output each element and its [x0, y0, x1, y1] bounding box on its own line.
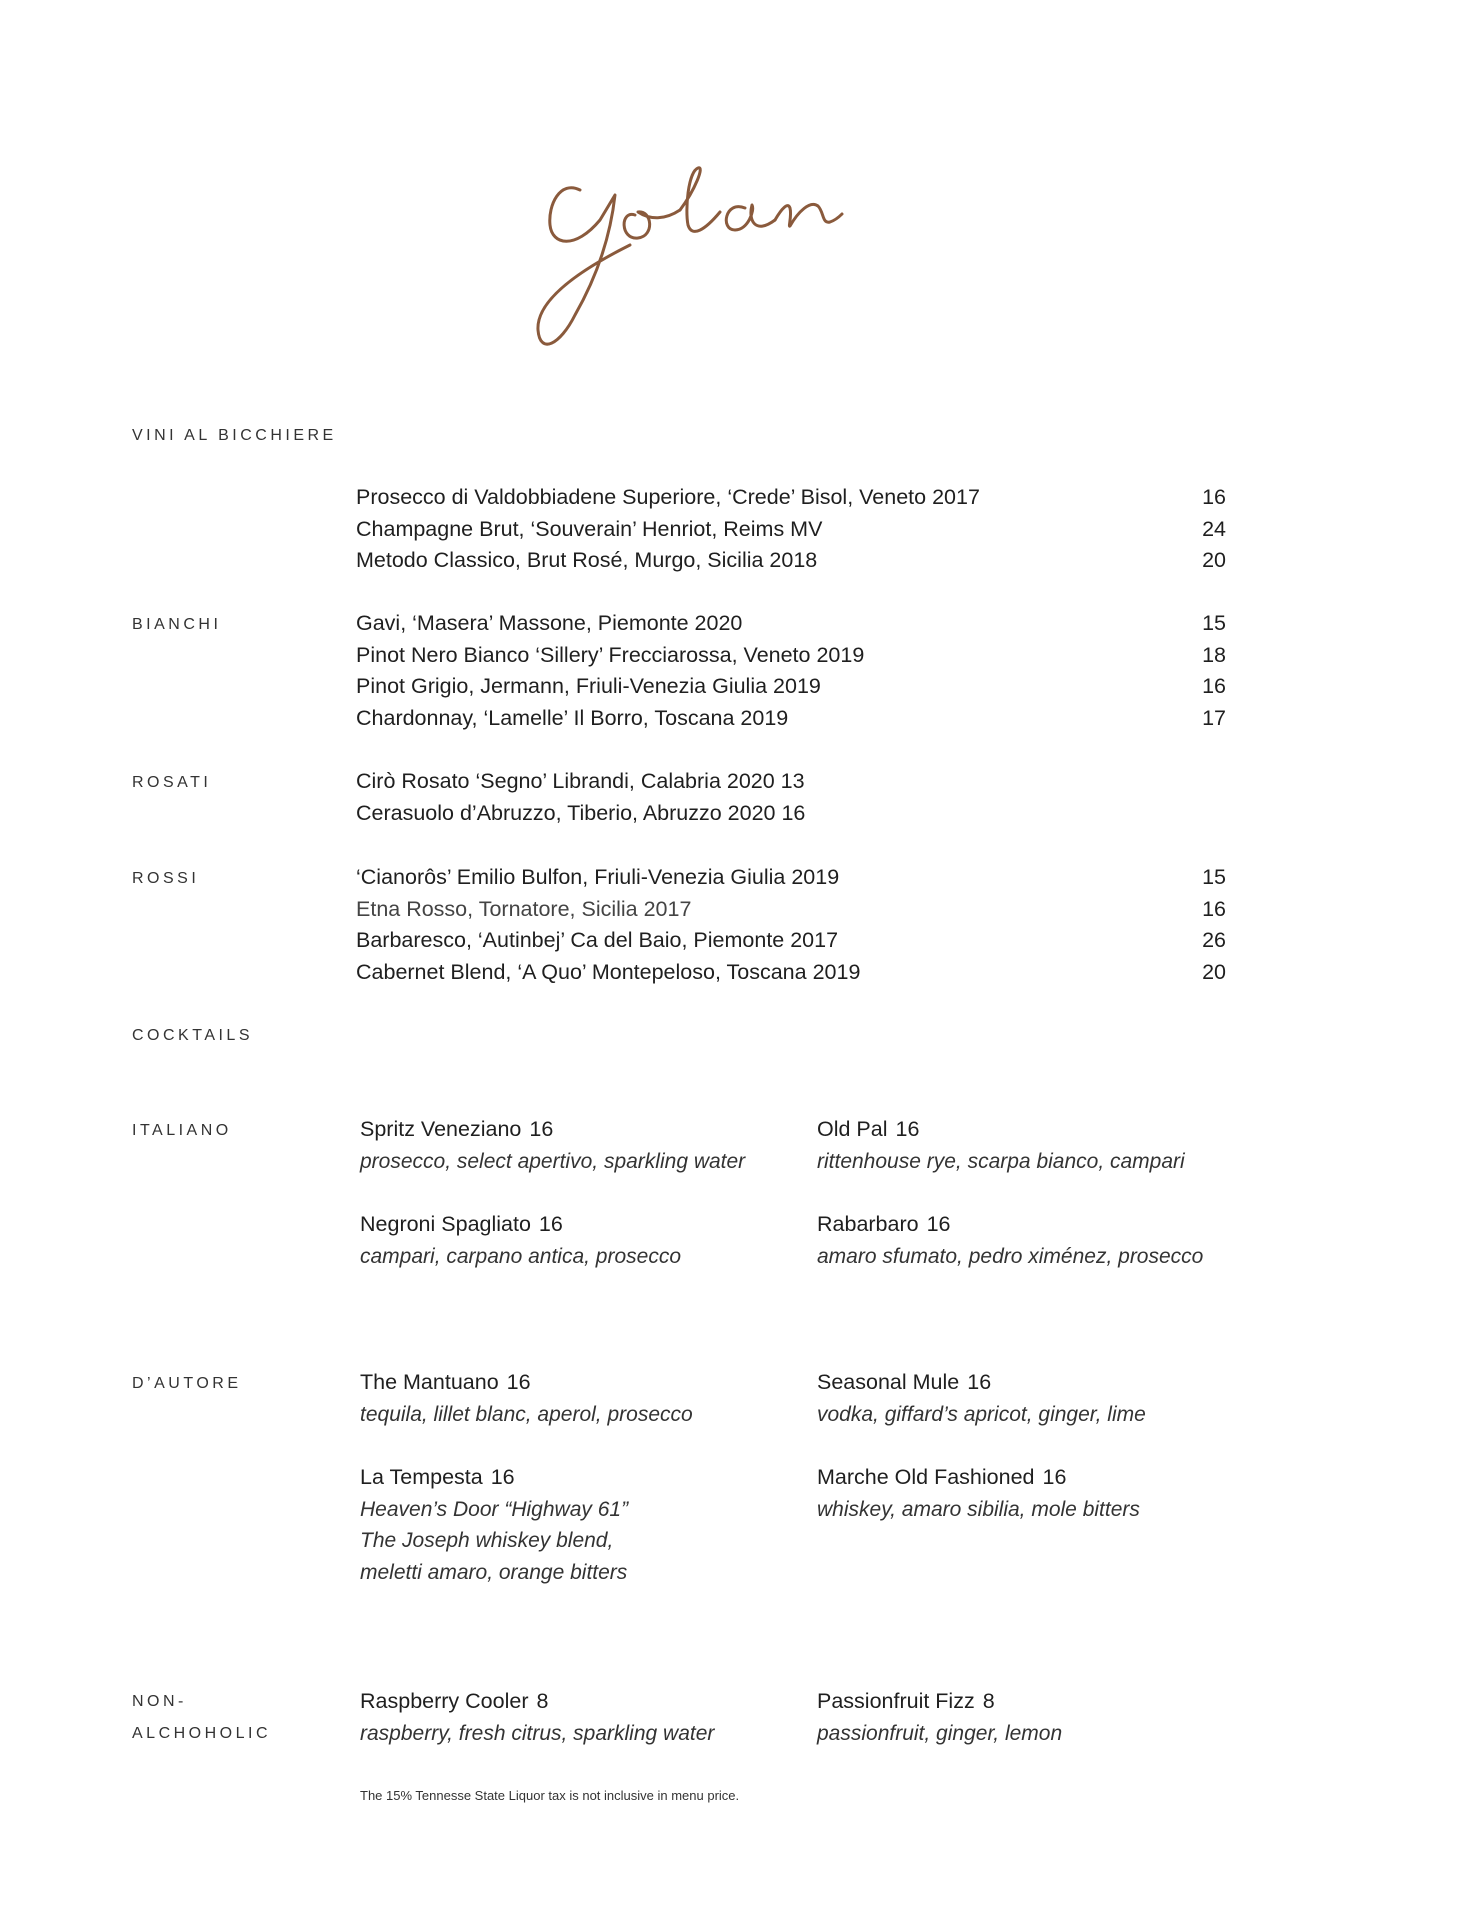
wine-price: 20: [1202, 548, 1226, 572]
wine-name: Prosecco di Valdobbiadene Superiore, ‘Crede’ Bisol, Veneto 2017: [356, 485, 980, 509]
wine-item: [356, 862, 1226, 894]
cocktail-description: prosecco, select apertivo, sparkling water: [360, 1149, 746, 1173]
wine-name: Chardonnay, ‘Lamelle’ Il Borro, Toscana 2019: [356, 705, 789, 730]
wine-item: [356, 766, 1226, 798]
cocktail-description: vodka, giffard’s apricot, ginger, lime: [817, 1402, 1146, 1426]
wine-name: Pinot Nero Bianco ‘Sillery’ Frecciarossa, Veneto 2019: [356, 642, 865, 667]
cocktail-price: 16: [490, 1465, 515, 1489]
section-label-bianchi: BIANCHI: [132, 616, 222, 633]
cocktail-description: passionfruit, ginger, lemon: [817, 1721, 1063, 1745]
cocktail-price: 16: [967, 1370, 992, 1394]
wine-name: Etna Rosso, Tornatore, Sicilia 2017: [356, 896, 692, 921]
wine-name: Gavi, ‘Masera’ Massone, Piemonte 2020: [356, 611, 743, 635]
wine-price: 17: [1202, 705, 1226, 730]
cocktail-description: rittenhouse rye, scarpa bianco, campari: [817, 1149, 1185, 1173]
wine-item: [356, 608, 1226, 640]
wine-item: [356, 957, 1226, 989]
wine-price: 16: [1202, 896, 1226, 921]
wine-item: [356, 703, 1226, 735]
wine-item: [356, 671, 1226, 703]
wine-price: 20: [1202, 959, 1226, 984]
rosati-wine-list: [356, 766, 1226, 829]
section-label-line: ALCHOHOLIC: [132, 1725, 272, 1742]
cocktail-description: Heaven’s Door “Highway 61”: [360, 1497, 629, 1521]
cocktail-price: 16: [538, 1212, 563, 1236]
cocktail-item: [817, 1686, 1237, 1749]
cocktail-title: [360, 1209, 780, 1241]
cocktail-name: Seasonal Mule: [817, 1370, 960, 1394]
cocktail-name: Passionfruit Fizz: [817, 1689, 975, 1713]
cocktail-price: 16: [1042, 1465, 1067, 1489]
wine-item: [356, 640, 1226, 672]
wine-price: 15: [1202, 865, 1226, 889]
cocktail-title: [360, 1686, 780, 1718]
cocktail-name: Negroni Spagliato: [360, 1212, 531, 1236]
brand-logo: [520, 150, 960, 360]
cocktail-price: 8: [536, 1689, 549, 1713]
cocktail-description: tequila, lillet blanc, aperol, prosecco: [360, 1402, 693, 1426]
cocktail-name: Rabarbaro: [817, 1212, 919, 1236]
cocktail-item: [360, 1367, 780, 1430]
cocktail-item: [817, 1209, 1237, 1272]
cocktail-price: 16: [895, 1117, 920, 1141]
wine-name: ‘Cianorôs’ Emilio Bulfon, Friuli-Venezia Giulia 2019: [356, 865, 840, 889]
wine-item: [356, 798, 1226, 830]
wine-price: 18: [1202, 642, 1226, 667]
cocktail-title: [817, 1367, 1237, 1399]
section-label-non-alcoholic: [132, 1686, 271, 1750]
bianchi-wine-list: [356, 608, 1226, 734]
wine-name: Cerasuolo d’Abruzzo, Tiberio, Abruzzo 2020 16: [356, 800, 806, 825]
wine-item: [356, 482, 1226, 514]
section-label-wines: VINI AL BICCHIERE: [132, 427, 337, 444]
cocktail-name: The Mantuano: [360, 1370, 499, 1394]
cocktail-item: [817, 1114, 1237, 1177]
wine-price: 16: [1202, 674, 1226, 698]
cocktail-item: [360, 1209, 780, 1272]
wine-item: [356, 514, 1226, 546]
cocktail-item: [360, 1462, 780, 1588]
cocktail-description: meletti amaro, orange bitters: [360, 1560, 628, 1584]
cocktail-price: 16: [506, 1370, 531, 1394]
cocktail-item: [817, 1367, 1237, 1430]
cocktail-name: Old Pal: [817, 1117, 888, 1141]
cocktail-price: 8: [982, 1689, 995, 1713]
cocktail-item: [817, 1462, 1237, 1525]
cocktail-item: [360, 1686, 780, 1749]
cocktail-title: [360, 1367, 780, 1399]
wine-item: [356, 925, 1226, 957]
wine-name: Barbaresco, ‘Autinbej’ Ca del Baio, Piemonte 2017: [356, 928, 839, 952]
cocktail-title: [817, 1114, 1237, 1146]
wine-price: 26: [1202, 928, 1226, 952]
wine-price: 16: [1202, 485, 1226, 509]
cocktail-description: campari, carpano antica, prosecco: [360, 1244, 681, 1268]
cocktail-item: [360, 1114, 780, 1177]
cocktail-description: whiskey, amaro sibilia, mole bitters: [817, 1497, 1140, 1521]
rossi-wine-list: [356, 862, 1226, 988]
cocktail-description: raspberry, fresh citrus, sparkling water: [360, 1721, 715, 1745]
wine-name: Champagne Brut, ‘Souverain’ Henriot, Reims MV: [356, 516, 823, 541]
cocktail-name: Marche Old Fashioned: [817, 1465, 1035, 1489]
section-label-dautore: D’AUTORE: [132, 1375, 242, 1392]
wine-name: Cirò Rosato ‘Segno’ Librandi, Calabria 2020 13: [356, 769, 805, 793]
cocktail-price: 16: [926, 1212, 951, 1236]
wine-name: Cabernet Blend, ‘A Quo’ Montepeloso, Toscana 2019: [356, 959, 861, 984]
tax-note: The 15% Tennesse State Liquor tax is not inclusive in menu price.: [360, 1788, 740, 1803]
cocktail-title: [360, 1114, 780, 1146]
cocktail-title: [817, 1209, 1237, 1241]
cocktail-description: amaro sfumato, pedro ximénez, prosecco: [817, 1244, 1204, 1268]
section-label-cocktails: COCKTAILS: [132, 1027, 253, 1044]
section-label-line: NON-: [132, 1693, 187, 1710]
section-label-rosati: ROSATI: [132, 774, 212, 791]
wine-item: [356, 894, 1226, 926]
sparkling-wine-list: [356, 482, 1226, 577]
cocktail-name: Raspberry Cooler: [360, 1689, 529, 1713]
wine-item: [356, 545, 1226, 577]
wine-name: Pinot Grigio, Jermann, Friuli-Venezia Giulia 2019: [356, 674, 821, 698]
cocktail-title: [817, 1686, 1237, 1718]
cocktail-title: [360, 1462, 780, 1494]
cocktail-name: La Tempesta: [360, 1465, 483, 1489]
cocktail-price: 16: [529, 1117, 554, 1141]
section-label-rossi: ROSSI: [132, 870, 200, 887]
cocktail-name: Spritz Veneziano: [360, 1117, 522, 1141]
wine-price: 24: [1202, 516, 1226, 541]
wine-name: Metodo Classico, Brut Rosé, Murgo, Sicilia 2018: [356, 548, 818, 572]
section-label-italiano: ITALIANO: [132, 1122, 232, 1139]
cocktail-title: [817, 1462, 1237, 1494]
yolan-script-logo: [520, 150, 960, 360]
cocktail-description: The Joseph whiskey blend,: [360, 1529, 614, 1552]
wine-price: 15: [1202, 611, 1226, 635]
